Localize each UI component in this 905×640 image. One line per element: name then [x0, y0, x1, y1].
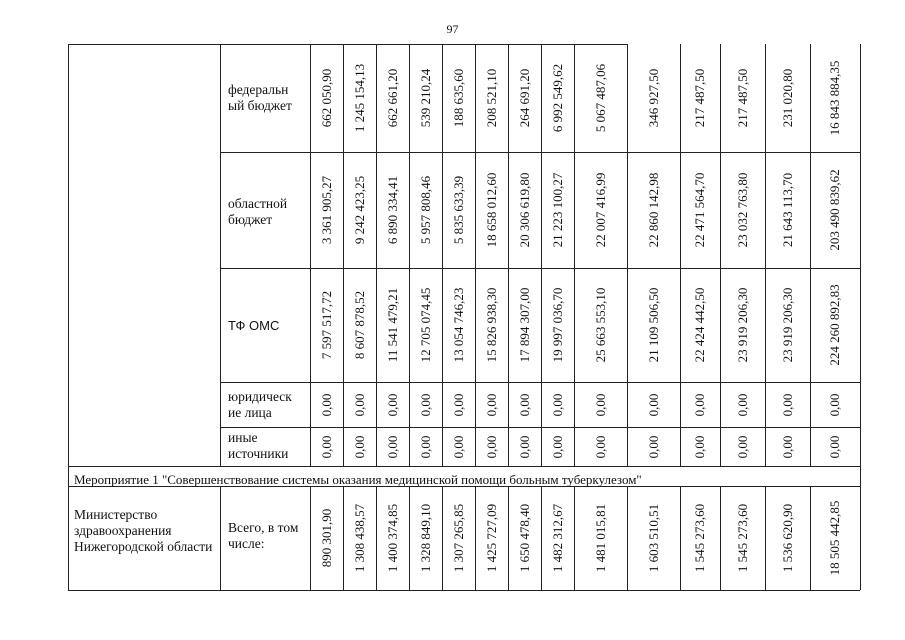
row-label-other-sources: иные источники	[228, 430, 289, 461]
value-cell: 203 490 839,62	[827, 169, 842, 251]
value-cell: 21 643 113,70	[779, 172, 795, 248]
total-value-cell: 1 481 015,81	[592, 503, 608, 573]
value-cell: 217 487,50	[692, 68, 707, 128]
value-cell: 0,00	[827, 435, 842, 458]
value-cell: 7 597 517,72	[318, 290, 334, 360]
total-label: Всего, в том числе:	[228, 520, 299, 551]
value-cell: 0,00	[450, 435, 466, 458]
value-cell: 0,00	[827, 393, 842, 416]
value-cell: 0,00	[549, 435, 565, 458]
value-cell: 0,00	[692, 393, 707, 416]
value-cell: 21 223 100,27	[549, 172, 565, 248]
value-cell: 0,00	[549, 393, 565, 416]
value-cell: 16 843 884,35	[827, 60, 842, 136]
value-cell: 0,00	[645, 393, 661, 416]
value-cell: 0,00	[384, 393, 400, 416]
value-cell: 22 860 142,98	[645, 172, 661, 248]
value-cell: 0,00	[450, 393, 466, 416]
total-value-cell: 1 545 273,60	[692, 503, 707, 573]
row-label-legal-entities: юридическ ие лица	[228, 389, 292, 420]
value-cell: 22 007 416,99	[592, 172, 608, 248]
value-cell: 6 890 334,41	[384, 175, 400, 245]
value-cell: 0,00	[351, 393, 367, 416]
value-cell: 22 471 564,70	[692, 172, 707, 248]
value-cell: 0,00	[351, 435, 367, 458]
value-cell: 18 658 012,60	[483, 172, 499, 248]
value-cell: 0,00	[734, 435, 750, 458]
value-cell: 21 109 506,50	[645, 287, 661, 363]
page-number: 97	[446, 22, 459, 36]
value-cell: 0,00	[417, 393, 433, 416]
value-cell: 662 050,90	[318, 68, 334, 128]
value-cell: 13 054 746,23	[450, 287, 466, 363]
value-cell: 346 927,50	[645, 68, 661, 128]
value-cell: 0,00	[779, 393, 795, 416]
value-cell: 5 067 487,06	[592, 63, 608, 133]
value-cell: 12 705 074,45	[417, 287, 433, 363]
value-cell: 231 020,80	[779, 68, 795, 128]
value-cell: 0,00	[483, 393, 499, 416]
row-label-regional: областной бюджет	[228, 196, 288, 227]
value-cell: 11 541 479,21	[384, 287, 400, 363]
value-cell: 0,00	[592, 435, 608, 458]
value-cell: 15 826 938,30	[483, 287, 499, 363]
value-cell: 0,00	[318, 393, 334, 416]
value-cell: 17 894 307,00	[516, 287, 532, 363]
value-cell: 3 361 905,27	[318, 175, 334, 245]
value-cell: 23 919 206,30	[734, 287, 750, 363]
value-cell: 264 691,20	[516, 68, 532, 128]
value-cell: 6 992 549,62	[549, 63, 565, 133]
row-label-federal: федеральн ый бюджет	[228, 82, 292, 113]
value-cell: 20 306 619,80	[516, 172, 532, 248]
value-cell: 23 919 206,30	[779, 287, 795, 363]
total-value-cell: 1 425 727,09	[483, 503, 499, 573]
value-cell: 0,00	[516, 435, 532, 458]
value-cell: 539 210,24	[417, 68, 433, 128]
value-cell: 25 663 553,10	[592, 287, 608, 363]
value-cell: 1 245 154,13	[351, 63, 367, 133]
total-value-cell: 1 328 849,10	[417, 503, 433, 573]
total-value-cell: 1 536 620,90	[779, 503, 795, 573]
value-cell: 22 424 442,50	[692, 287, 707, 363]
total-value-cell: 18 505 442,85	[827, 500, 842, 576]
total-value-cell: 1 308 438,57	[351, 503, 367, 573]
value-cell: 8 607 878,52	[351, 290, 367, 360]
total-value-cell: 1 545 273,60	[734, 503, 750, 573]
row-label-tfoms: ТФ ОМС	[228, 318, 280, 333]
value-cell: 0,00	[692, 435, 707, 458]
value-cell: 0,00	[592, 393, 608, 416]
total-value-cell: 1 482 312,67	[549, 503, 565, 573]
total-value-cell: 1 650 478,40	[516, 503, 532, 573]
value-cell: 0,00	[384, 435, 400, 458]
total-value-cell: 1 307 265,85	[450, 503, 466, 573]
value-cell: 0,00	[417, 435, 433, 458]
value-cell: 0,00	[734, 393, 750, 416]
value-cell: 0,00	[779, 435, 795, 458]
value-cell: 188 635,60	[450, 68, 466, 128]
total-value-cell: 1 400 374,85	[384, 503, 400, 573]
value-cell: 208 521,10	[483, 68, 499, 128]
value-cell: 0,00	[483, 435, 499, 458]
value-cell: 224 260 892,83	[827, 284, 842, 366]
value-cell: 0,00	[645, 435, 661, 458]
value-cell: 5 835 633,39	[450, 175, 466, 245]
value-cell: 217 487,50	[734, 68, 750, 128]
total-value-cell: 1 603 510,51	[645, 503, 661, 573]
value-cell: 23 032 763,80	[734, 172, 750, 248]
executor-label: Министерство здравоохранения Нижегородской области	[74, 507, 213, 554]
value-cell: 0,00	[318, 435, 334, 458]
value-cell: 5 957 808,46	[417, 175, 433, 245]
value-cell: 9 242 423,25	[351, 175, 367, 245]
value-cell: 662 661,20	[384, 68, 400, 128]
value-cell: 0,00	[516, 393, 532, 416]
value-cell: 19 997 036,70	[549, 287, 565, 363]
event-title: Мероприятие 1 "Совершенствование системы оказания медицинской помощи больным туберкулезом"	[74, 472, 642, 487]
total-value-cell: 890 301,90	[318, 508, 334, 568]
